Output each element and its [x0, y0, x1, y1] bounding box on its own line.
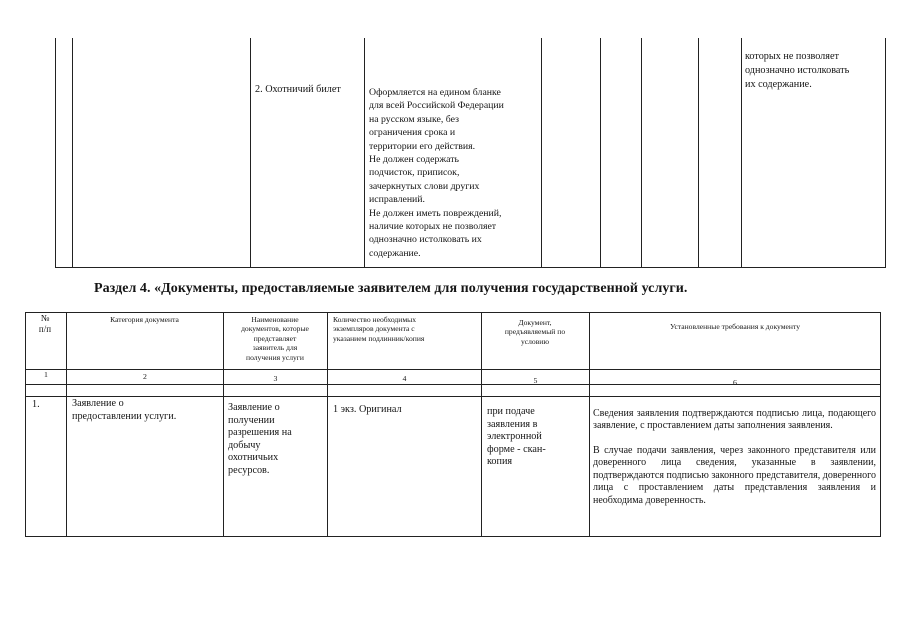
column-number: 4: [402, 374, 407, 383]
top-table-border: [72, 38, 73, 268]
top-table-border: [250, 38, 251, 268]
table-border: [66, 312, 67, 537]
row-doc-name: Заявление о получении разрешения на добычу охотничьих ресурсов.: [228, 402, 292, 476]
top-table-border: [364, 38, 365, 268]
row-quantity: 1 экз. Оригинал: [333, 404, 402, 415]
top-table-border: [885, 38, 886, 268]
section-heading: Раздел 4. «Документы, предоставляемые заявителем для получения государственной услуги.: [94, 281, 688, 296]
top-table-border: [55, 38, 56, 268]
table-border: [25, 312, 881, 313]
row-requirements-p2: В случае подачи заявления, через законного представителя или доверенного лица сведения, указанные в заявлении, подтверждаются подписью законного представителя, доверенного лица с проставлением даты представления заявления и необходима доверенность.: [593, 445, 876, 506]
table-border: [327, 312, 328, 537]
row-category: Заявление о предоставлении услуги.: [72, 398, 177, 422]
header-conditional: Документ, предъявляемый по условию: [504, 318, 566, 346]
row-conditional: при подаче заявления в электронной форме - скан- копия: [487, 406, 546, 468]
table-border: [25, 396, 881, 397]
header-quantity: Количество необходимых экземпляров документа с указанием подлинник/копия: [333, 315, 425, 343]
top-doc-name: 2. Охотничий билет: [255, 84, 341, 95]
table-border: [25, 536, 881, 537]
top-table-border: [600, 38, 601, 268]
table-border: [589, 312, 590, 537]
top-table-border: [541, 38, 542, 268]
top-table-border: [641, 38, 642, 268]
row-num: 1.: [32, 399, 40, 410]
header-category: Категория документа: [110, 315, 179, 324]
column-number: 6: [733, 378, 737, 387]
top-requirements: Оформляется на едином бланке для всей Российской Федерации на русском языке, без ограничения срока и территории его действия. Не должен содержать подчисток, приписок, зачеркнутых слови других исправлений. Не должен иметь повреждений, наличие которых не позволяет однозначно истолковать их содержание.: [369, 87, 504, 259]
top-table-border: [741, 38, 742, 268]
column-number: 2: [143, 372, 147, 381]
top-last-col: которых не позволяет однозначно истолковать их содержание.: [745, 51, 850, 91]
top-table-border: [55, 267, 886, 268]
column-number: 3: [273, 374, 278, 383]
header-requirements: Установленные требования к документу: [669, 322, 801, 331]
header-doc-name: Наименование документов, которые представляет заявитель для получения услуги: [241, 315, 309, 362]
header-num: № п/п: [38, 313, 52, 334]
row-requirements-p1: Сведения заявления подтверждаются подписью лица, подающего заявление, с проставлением даты заполнения заявления.: [593, 408, 876, 432]
table-border: [880, 312, 881, 537]
column-number: 1: [44, 370, 48, 379]
column-number: 5: [533, 376, 538, 385]
top-table-border: [698, 38, 699, 268]
table-border: [25, 312, 26, 537]
